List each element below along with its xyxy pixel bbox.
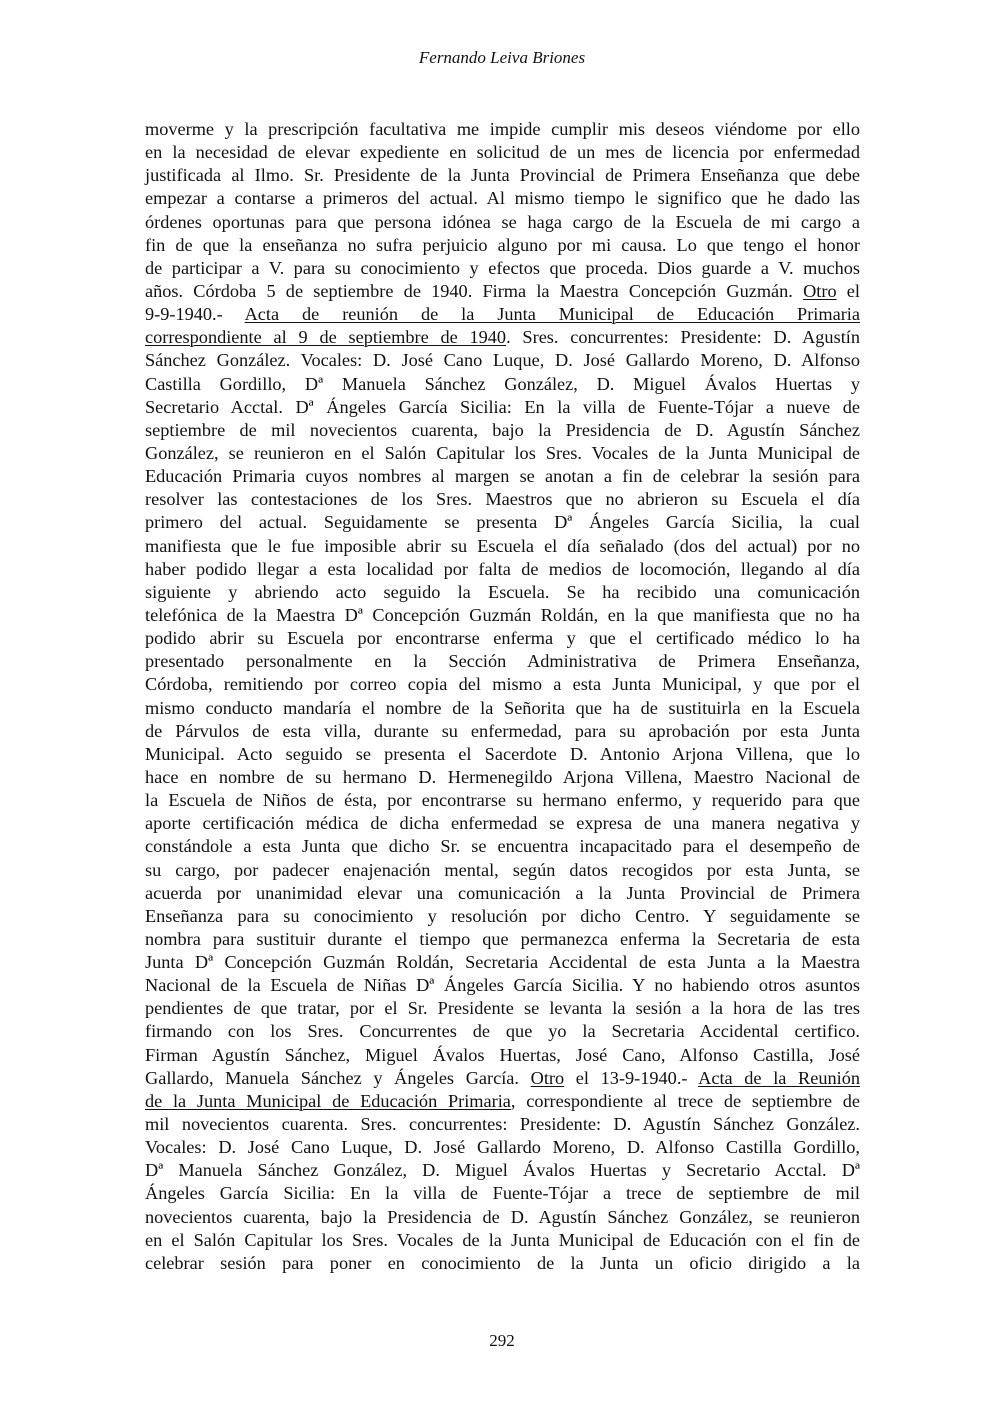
text-line	[145, 604, 860, 627]
text-fragment: Educación Primaria cuyos nombres al margen se anotan a fin de celebrar la sesión para	[145, 466, 860, 487]
text-line	[145, 465, 860, 488]
text-line	[145, 1067, 860, 1090]
text-fragment: años. Córdoba 5 de septiembre de 1940. Firma la Maestra Concepción Guzmán.	[145, 280, 804, 301]
text-fragment: fin de que la enseñanza no sufra perjuicio alguno por mi causa. Lo que tengo el honor	[145, 234, 860, 255]
text-fragment: Ángeles García Sicilia: En la villa de Fuente-Tójar a trece de septiembre de mil	[145, 1183, 860, 1204]
text-line	[145, 789, 860, 812]
text-fragment: manifiesta que le fue imposible abrir su Escuela el día señalado (dos del actual) por no	[145, 535, 860, 556]
text-fragment: de Párvulos de esta villa, durante su enfermedad, para su aprobación por esta Junta	[145, 720, 860, 741]
text-line	[145, 766, 860, 789]
text-fragment: acuerda por unanimidad elevar una comunicación a la Junta Provincial de Primera	[145, 882, 860, 903]
text-fragment: telefónica de la Maestra Dª Concepción Guzmán Roldán, en la que manifiesta que no ha	[145, 604, 860, 625]
text-line	[145, 928, 860, 951]
text-line	[145, 396, 860, 419]
text-line	[145, 1159, 860, 1182]
text-line	[145, 442, 860, 465]
text-line	[145, 905, 860, 928]
text-fragment: justificada al Ilmo. Sr. Presidente de la Junta Provincial de Primera Enseñanza que debe	[145, 165, 860, 186]
text-fragment: González, se reunieron en el Salón Capitular los Sres. Vocales de la Junta Municipal de	[145, 442, 860, 463]
underlined-heading-fragment: correspondiente al 9 de septiembre de 1940	[145, 327, 507, 348]
text-fragment: Castilla Gordillo, Dª Manuela Sánchez González, D. Miguel Ávalos Huertas y	[145, 373, 860, 394]
text-fragment: hace en nombre de su hermano D. Hermenegildo Arjona Villena, Maestro Nacional de	[145, 766, 860, 787]
text-line	[145, 326, 860, 349]
text-line	[145, 373, 860, 396]
text-line	[145, 488, 860, 511]
text-fragment: empezar a contarse a primeros del actual. Al mismo tiempo le significo que he dado las	[145, 188, 860, 209]
text-fragment: moverme y la prescripción facultativa me impide cumplir mis deseos viéndome por ello	[145, 119, 860, 139]
text-fragment: en el Salón Capitular los Sres. Vocales de la Junta Municipal de Educación con el fin de	[145, 1229, 860, 1250]
text-line	[145, 303, 860, 326]
text-line	[145, 164, 860, 187]
text-line	[145, 1044, 860, 1067]
text-line	[145, 720, 860, 743]
text-fragment: Vocales: D. José Cano Luque, D. José Gallardo Moreno, D. Alfonso Castilla Gordillo,	[145, 1137, 860, 1158]
text-line	[145, 951, 860, 974]
text-fragment: Nacional de la Escuela de Niñas Dª Ángeles García Sicilia. Y no habiendo otros asuntos	[145, 975, 860, 996]
text-fragment: su cargo, por padecer enajenación mental, según datos recogidos por esta Junta, se	[145, 859, 860, 880]
text-line	[145, 673, 860, 696]
text-fragment: resolver las contestaciones de los Sres. Maestros que no abrieron su Escuela el día	[145, 489, 860, 510]
text-line	[145, 280, 860, 303]
text-line	[145, 627, 860, 650]
text-fragment: septiembre de mil novecientos cuarenta, bajo la Presidencia de D. Agustín Sánchez	[145, 419, 860, 440]
text-line	[145, 349, 860, 372]
text-line	[145, 859, 860, 882]
text-line	[145, 257, 860, 280]
text-fragment: primero del actual. Seguidamente se presenta Dª Ángeles García Sicilia, la cual	[145, 512, 860, 533]
text-fragment: en la necesidad de elevar expediente en solicitud de un mes de licencia por enfermedad	[145, 142, 860, 163]
text-line	[145, 743, 860, 766]
text-line	[145, 234, 860, 257]
text-fragment: 9-9-1940.-	[145, 304, 245, 325]
text-line	[145, 650, 860, 673]
text-line	[145, 1206, 860, 1229]
text-line	[145, 812, 860, 835]
text-line	[145, 211, 860, 234]
text-fragment: firmando con los Sres. Concurrentes de que yo la Secretaria Accidental certifico.	[145, 1021, 860, 1042]
text-fragment: nombra para sustituir durante el tiempo que permanezca enferma la Secretaria de esta	[145, 928, 860, 949]
text-line	[145, 974, 860, 997]
text-line	[145, 535, 860, 558]
page-number: 292	[489, 1331, 515, 1350]
text-line	[145, 1252, 860, 1275]
text-fragment: Gallardo, Manuela Sánchez y Ángeles García.	[145, 1067, 531, 1088]
text-line	[145, 187, 860, 210]
text-fragment: Secretario Acctal. Dª Ángeles García Sicilia: En la villa de Fuente-Tójar a nueve de	[145, 396, 860, 417]
text-fragment: órdenes oportunas para que persona idónea se haga cargo de la Escuela de mi cargo a	[145, 211, 860, 232]
text-fragment: Junta Dª Concepción Guzmán Roldán, Secretaria Accidental de esta Junta a la Maestra	[145, 952, 860, 973]
underlined-heading-fragment: Otro	[803, 280, 837, 301]
text-line	[145, 1113, 860, 1136]
text-line	[145, 1182, 860, 1205]
text-fragment: siguiente y abriendo acto seguido la Escuela. Se ha recibido una comunicación	[145, 581, 860, 602]
running-header-author: Fernando Leiva Briones	[418, 48, 586, 67]
underlined-heading-fragment: Acta de reunión de la Junta Municipal de Educación Primaria	[244, 304, 860, 325]
text-fragment: Enseñanza para su conocimiento y resolución por dicho Centro. Y seguidamente se	[145, 905, 860, 926]
text-fragment: novecientos cuarenta, bajo la Presidencia de D. Agustín Sánchez González, se reunieron	[145, 1206, 860, 1227]
text-fragment: aporte certificación médica de dicha enfermedad se expresa de una manera negativa y	[145, 813, 860, 834]
text-line	[145, 141, 860, 164]
text-fragment: el 13-9-1940.-	[564, 1067, 699, 1088]
text-fragment: Córdoba, remitiendo por correo copia del mismo a esta Junta Municipal, y que por el	[145, 674, 860, 695]
text-fragment: mismo conducto mandaría el nombre de la Señorita que ha de sustituirla en la Escuela	[145, 697, 860, 718]
text-fragment: Firman Agustín Sánchez, Miguel Ávalos Huertas, José Cano, Alfonso Castilla, José	[145, 1044, 860, 1065]
underlined-heading-fragment: Acta de la Reunión	[698, 1067, 860, 1088]
text-fragment: haber podido llegar a esta localidad por falta de medios de locomoción, llegando al día	[145, 558, 860, 579]
text-fragment: presentado personalmente en la Sección Administrativa de Primera Enseñanza,	[145, 651, 860, 672]
text-line	[145, 1090, 860, 1113]
text-fragment: el	[836, 280, 860, 301]
text-line	[145, 419, 860, 442]
text-line	[145, 511, 860, 534]
text-fragment: constándole a esta Junta que dicho Sr. se encuentra incapacitado para el desempeño de	[145, 836, 860, 857]
text-fragment: la Escuela de Niños de ésta, por encontrarse su hermano enfermo, y requerido para que	[145, 790, 860, 811]
underlined-heading-fragment: de la Junta Municipal de Educación Primaria	[145, 1090, 511, 1111]
text-fragment: Sánchez González. Vocales: D. José Cano Luque, D. José Gallardo Moreno, D. Alfonso	[145, 350, 860, 371]
text-fragment: pendientes de que tratar, por el Sr. Presidente se levanta la sesión a la hora de las tres	[145, 998, 860, 1019]
text-line	[145, 882, 860, 905]
text-line	[145, 558, 860, 581]
text-line	[145, 118, 860, 141]
text-fragment: celebrar sesión para poner en conocimiento de la Junta un oficio dirigido a la	[145, 1252, 860, 1273]
text-fragment: de participar a V. para su conocimiento y efectos que proceda. Dios guarde a V. muchos	[145, 257, 860, 278]
text-line	[145, 1020, 860, 1043]
text-line	[145, 997, 860, 1020]
body-text	[145, 118, 860, 1275]
text-line	[145, 581, 860, 604]
text-fragment: Municipal. Acto seguido se presenta el Sacerdote D. Antonio Arjona Villena, que lo	[145, 743, 860, 764]
text-fragment: , correspondiente al trece de septiembre de	[510, 1090, 860, 1111]
text-line	[145, 1229, 860, 1252]
text-line	[145, 835, 860, 858]
text-fragment: . Sres. concurrentes: Presidente: D. Agustín	[506, 327, 860, 348]
text-line	[145, 697, 860, 720]
text-fragment: mil novecientos cuarenta. Sres. concurrentes: Presidente: D. Agustín Sánchez González.	[145, 1114, 860, 1135]
text-fragment: Dª Manuela Sánchez González, D. Miguel Ávalos Huertas y Secretario Acctal. Dª	[145, 1160, 860, 1181]
text-fragment: podido abrir su Escuela por encontrarse enferma y que el certificado médico lo ha	[145, 628, 860, 649]
text-line	[145, 1136, 860, 1159]
underlined-heading-fragment: Otro	[530, 1067, 565, 1088]
